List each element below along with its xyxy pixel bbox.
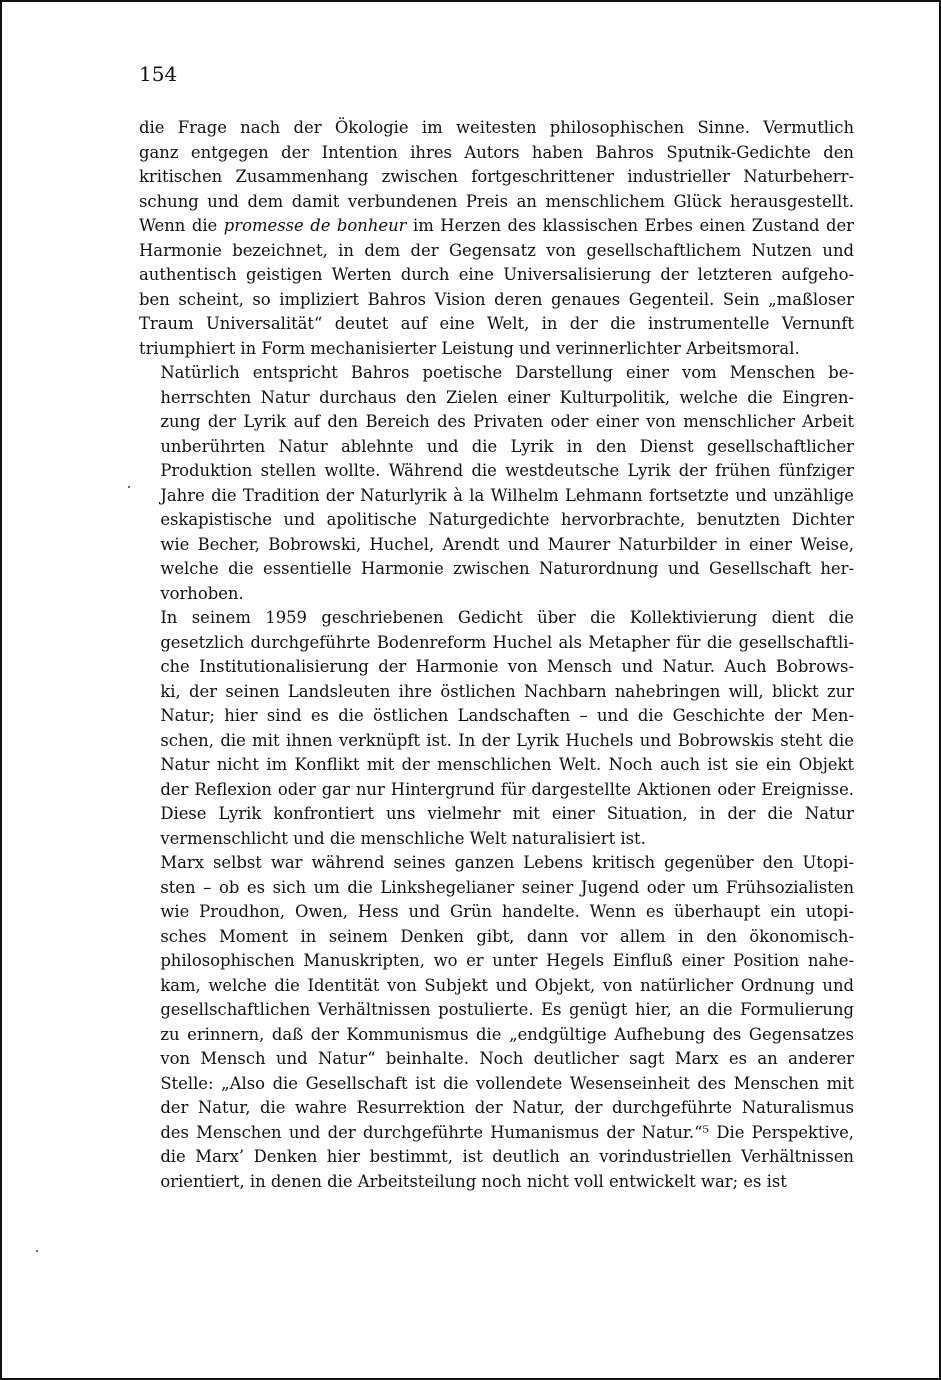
text-line: von Mensch und Natur“ beinhalte. Noch deutlicher sagt Marx es an anderer [160, 1049, 854, 1068]
text-line: ki, der seinen Landsleuten ihre östlichen Nachbarn nahebringen will, blickt zur [160, 681, 854, 701]
text-line: Natur nicht im Konflikt mit der menschlichen Welt. Noch auch ist sie ein Objekt [160, 755, 854, 774]
text-line: Traum Universalität“ deutet auf eine Welt, in der die instrumentelle Vernunft [139, 314, 854, 333]
text-line: vorhoben. [160, 583, 244, 603]
paragraph [139, 361, 854, 606]
text-line: che Institutionalisierung der Harmonie von Mensch und Natur. Auch Bobrows- [160, 657, 854, 676]
text-line: herrschten Natur durchaus den Zielen einer Kulturpolitik, welche die Eingren- [160, 387, 854, 407]
text-line: schung und dem damit verbundenen Preis an menschlichem Glück herausgestellt. [139, 191, 854, 211]
body-text [139, 116, 854, 1194]
text-line: Jahre die Tradition der Naturlyrik à la Wilhelm Lehmann fortsetzte und unzählige [160, 485, 854, 505]
text-line: Wenn die promesse de bonheur im Herzen des klassischen Erbes einen Zustand der [139, 216, 854, 235]
text-line: authentisch geistigen Werten durch eine Universalisierung der letzteren aufgeho- [139, 265, 854, 284]
paragraph [139, 606, 854, 851]
scan-speck [128, 486, 130, 488]
text-line: In seinem 1959 geschriebenen Gedicht über die Kollektivierung dient die [160, 608, 854, 627]
text-line: triumphiert in Form mechanisierter Leistung und verinnerlichter Arbeitsmoral. [139, 338, 800, 358]
paragraph [139, 851, 854, 1194]
text-line: philosophischen Manuskripten, wo er unter Hegels Einfluß einer Position nahe- [160, 951, 854, 970]
text-line: sten – ob es sich um die Linkshegelianer seiner Jugend oder um Frühsozialisten [160, 877, 854, 897]
text-line: kritischen Zusammenhang zwischen fortgeschrittener industrieller Naturbeherr- [139, 167, 854, 186]
text-line: Diese Lyrik konfrontiert uns vielmehr mit einer Situation, in der die Natur [160, 804, 854, 823]
text-line: vermenschlicht und die menschliche Welt naturalisiert ist. [160, 828, 646, 848]
text-line: schen, die mit ihnen verknüpft ist. In der Lyrik Huchels und Bobrowskis steht die [160, 730, 854, 750]
text-line: sches Moment in seinem Denken gibt, dann vor allem in den ökonomisch- [160, 926, 854, 946]
text-line: Marx selbst war während seines ganzen Lebens kritisch gegenüber den Utopi- [160, 853, 854, 872]
text-line: kam, welche die Identität von Subjekt und Objekt, von natürlicher Ordnung und [160, 975, 854, 995]
text-line: welche die essentielle Harmonie zwischen Naturordnung und Gesellschaft her- [160, 559, 854, 578]
text-line: gesellschaftlichen Verhältnissen postulierte. Es genügt hier, an die Formulierung [160, 1000, 854, 1019]
page-number: 154 [139, 62, 178, 86]
text-line: ganz entgegen der Intention ihres Autors haben Bahros Sputnik-Gedichte den [139, 142, 854, 162]
text-line: wie Becher, Bobrowski, Huchel, Arendt und Maurer Naturbilder in einer Weise, [160, 534, 854, 554]
scan-speck [36, 1250, 38, 1252]
text-line: des Menschen und der durchgeführte Humanismus der Natur.“⁵ Die Perspektive, [160, 1122, 854, 1142]
text-line: unberührten Natur ablehnte und die Lyrik in den Dienst gesellschaftlicher [160, 436, 854, 456]
text-line: zu erinnern, daß der Kommunismus die „endgültige Aufhebung des Gegensatzes [160, 1024, 854, 1044]
text-line: Harmonie bezeichnet, in dem der Gegensatz von gesellschaftlichem Nutzen und [139, 240, 854, 260]
text-line: der Reflexion oder gar nur Hintergrund für dargestellte Aktionen oder Ereignisse. [160, 779, 854, 799]
italic-phrase: promesse de bonheur [223, 216, 407, 235]
text-line: die Marx’ Denken hier bestimmt, ist deutlich an vorindustriellen Verhältnissen [160, 1147, 854, 1166]
text-line: Stelle: „Also die Gesellschaft ist die vollendete Wesenseinheit des Menschen mit [160, 1073, 854, 1093]
text-line: orientiert, in denen die Arbeitsteilung noch nicht voll entwickelt war; es ist [160, 1171, 787, 1191]
text-line: Produktion stellen wollte. Während die westdeutsche Lyrik der frühen fünfziger [160, 461, 854, 480]
text-line: wie Proudhon, Owen, Hess und Grün handelte. Wenn es überhaupt ein utopi- [160, 902, 854, 921]
text-line: eskapistische und apolitische Naturgedichte hervorbrachte, benutzten Dichter [160, 510, 854, 529]
text-line: Natur; hier sind es die östlichen Landschaften – und die Geschichte der Men- [160, 706, 854, 725]
text-line: gesetzlich durchgeführte Bodenreform Huchel als Metapher für die gesellschaftli- [160, 632, 854, 652]
text-line: der Natur, die wahre Resurrektion der Natur, der durchgeführte Naturalismus [160, 1098, 854, 1117]
text-line: ben scheint, so impliziert Bahros Vision deren genaues Gegenteil. Sein „maßloser [139, 289, 854, 309]
text-line: Natürlich entspricht Bahros poetische Darstellung einer vom Menschen be- [160, 363, 854, 382]
text-line: die Frage nach der Ökologie im weitesten philosophischen Sinne. Vermutlich [139, 118, 854, 137]
paragraph [139, 116, 854, 361]
text-line: zung der Lyrik auf den Bereich des Privaten oder einer von menschlicher Arbeit [160, 412, 854, 431]
